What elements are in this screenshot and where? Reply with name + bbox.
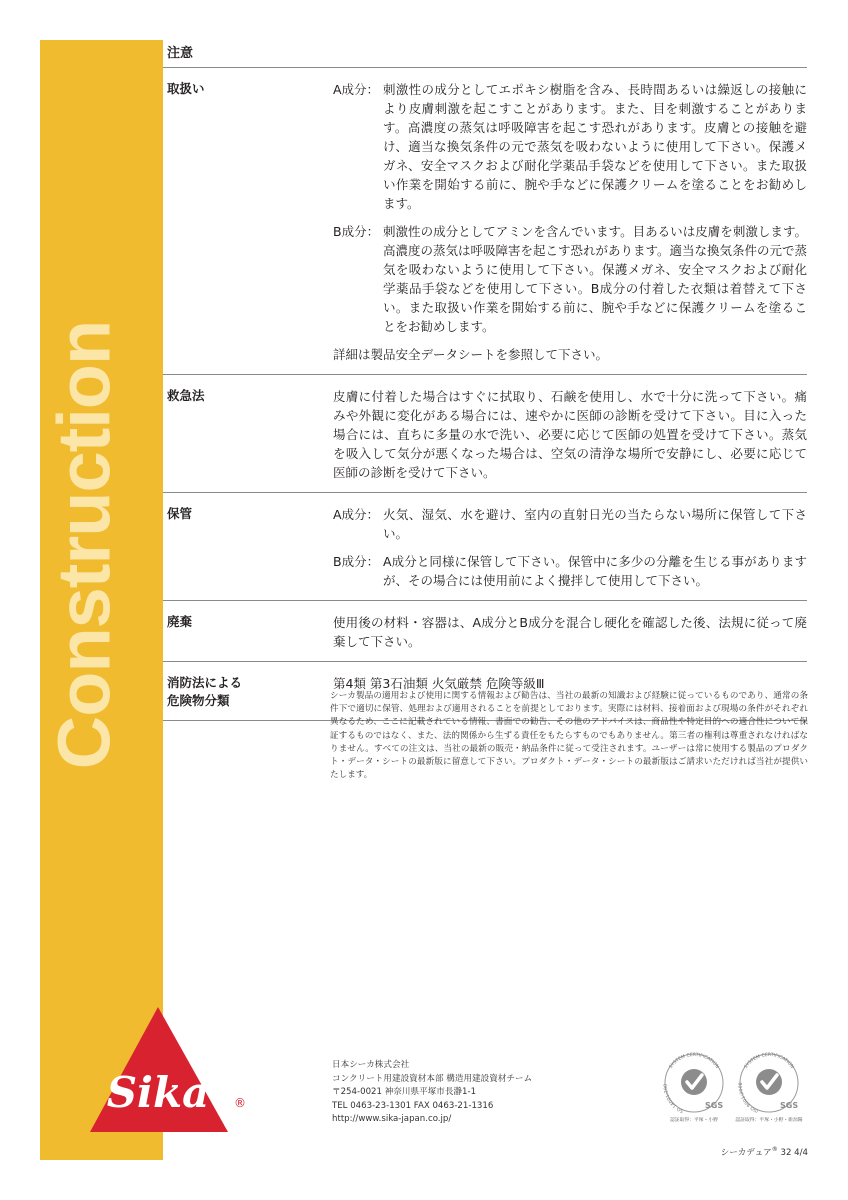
disclaimer-text: シーカ製品の適用および使用に関する情報および勧告は、当社の最新の知識および経験に従っているものであり、通常の条件下で適切に保管、処理および適用されることを前提としております。実際には材料、接着面および現場の条件がそれぞれ異なるため、ここに記載されている情報、書面での勧告、その他のアドバイスは、商品性や特定目的への適合性について保証するものではなく、また、法的関係から生ずる責任をもたらすものでもありません。第三者の権利は尊重されなければなりません。すべての注文は、当社の最新の販売・納品条件に従って受注されます。ユーザーは常に使用する製品のプロダクト・データ・シートの最新版に留意して下さい。プロダクト・データ・シートの最新版はご請求いただければ当社が提供いたします。 — [330, 691, 808, 781]
handling-item-a — [333, 80, 807, 213]
storage-body — [333, 505, 807, 590]
sika-logo-icon — [88, 1005, 248, 1135]
section-first-aid — [163, 375, 807, 493]
caution-title: 注意 — [163, 40, 807, 68]
handling-note: 詳細は製品安全データシートを参照して下さい。 — [333, 347, 609, 362]
storage-a-key: A成分： — [333, 507, 380, 522]
fire-law-text: 第4類 第3石油類 火気厳禁 危険等級Ⅲ — [333, 676, 545, 691]
storage-item-a — [333, 505, 807, 543]
cert-caption-2: 認証取得：平塚・小野・新潟陽 — [735, 1118, 803, 1123]
section-handling — [163, 68, 807, 375]
iso-9001-badge — [730, 1050, 808, 1124]
footer-reg-mark: ® — [771, 1146, 778, 1154]
section-disposal — [163, 601, 807, 662]
storage-a-text: 火気、湿気、水を避け、室内の直射日光の当たらない場所に保管して下さい。 — [383, 507, 807, 541]
handling-a-text: 刺激性の成分としてエポキシ樹脂を含み、長時間あるいは繰返しの接触により皮膚刺激を起こすことがあります。また、目を刺激することがあります。高濃度の蒸気は呼吸障害を起こす恐れがあります。皮膚との接触を避け、適当な換気条件の元で蒸気を吸わないように使用して下さい。保護メガネ、安全マスクおよび耐化学薬品手袋などを使用して下さい。また取扱い作業を開始する前に、腕や手などに保護クリームを塗ることをお勧めします。 — [383, 82, 807, 211]
sika-registered-mark: ® — [234, 1096, 246, 1110]
company-info — [332, 1059, 532, 1127]
handling-body — [333, 80, 807, 364]
svg-text:ISO 9001:2008 — [738, 1082, 759, 1114]
company-name: 日本シーカ株式会社 — [332, 1060, 410, 1070]
cert-mark-2: SGS — [780, 1101, 799, 1110]
svg-text:SYSTEM CERTIFICATION — [668, 1052, 720, 1070]
cert-arc-text-2: SYSTEM CERTIFICATION — [743, 1052, 795, 1070]
page-footer — [721, 1146, 808, 1158]
sika-logo — [88, 1005, 248, 1135]
section-storage — [163, 493, 807, 601]
cert-caption-1: 認証取得：平塚・小野 — [670, 1118, 718, 1123]
handling-b-key: B成分： — [333, 224, 380, 239]
handling-a-key: A成分： — [333, 82, 380, 97]
disposal-text: 使用後の材料・容器は、A成分とB成分を混合し硬化を確認した後、法規に従って廃棄して下さい。 — [333, 615, 807, 649]
sgs-certification-icon — [730, 1050, 808, 1116]
storage-item-b — [333, 552, 807, 590]
handling-label: 取扱い — [167, 81, 205, 96]
handling-item-b — [333, 222, 807, 336]
cert-standard-1: SO 14001:200 — [663, 1083, 685, 1114]
sgs-certification-icon — [655, 1050, 733, 1116]
sidebar-brand-bar — [40, 40, 163, 1160]
company-address: 〒254-0021 神奈川県平塚市長瀞1-1 — [332, 1087, 477, 1098]
first-aid-label: 救急法 — [167, 388, 205, 403]
storage-b-text: A成分と同様に保管して下さい。保管中に多少の分離を生じる事がありますが、その場合には使用前によく攪拌して使用して下さい。 — [383, 554, 807, 588]
sika-logo-text: Sika — [106, 1068, 210, 1117]
footer-product: シーカデュア — [720, 1148, 772, 1158]
footer-page: 32 4/4 — [780, 1148, 808, 1158]
company-dept: コンクリート用建設資材本部 構造用建設資材チーム — [332, 1073, 533, 1084]
storage-label: 保管 — [167, 506, 193, 521]
sidebar-word: Construction — [42, 320, 126, 770]
cert-arc-text-1: SYSTEM CERTIFICATION — [668, 1052, 720, 1070]
disposal-label: 廃棄 — [167, 614, 193, 629]
handling-b-text: 刺激性の成分としてアミンを含んでいます。目あるいは皮膚を刺激します。高濃度の蒸気は呼吸障害を起こす恐れがあります。適当な換気条件の元で蒸気を吸わないように使用して下さい。保護メガネ、安全マスクおよび耐化学薬品手袋などを使用して下さい。B成分の付着した衣類は着替えて下さい。また取扱い作業を開始する前に、腕や手などに保護クリームを塗ることをお勧めします。 — [383, 224, 808, 334]
fire-law-label-line-1: 消防法による — [167, 675, 243, 690]
caution-content — [163, 40, 807, 721]
company-url[interactable]: http://www.sika-japan.co.jp/ — [332, 1114, 452, 1125]
fire-law-label — [163, 674, 333, 710]
cert-mark-1: SGS — [705, 1101, 724, 1110]
first-aid-text: 皮膚に付着した場合はすぐに拭取り、石鹸を使用し、水で十分に洗って下さい。痛みや外観に変化がある場合には、速やかに医師の診断を受けて下さい。目に入った場合には、直ちに多量の水で洗い、必要に応じて医師の処置を受けて下さい。蒸気を吸入して気分が悪くなった場合は、空気の清浄な場所で安静にし、必要に応じて医師の診断を受けて下さい。 — [333, 389, 807, 480]
company-phone: TEL 0463-23-1301 FAX 0463-21-1316 — [332, 1100, 494, 1111]
fire-law-label-line-2: 危険物分類 — [167, 693, 230, 708]
storage-b-key: B成分： — [333, 554, 380, 569]
cert-standard-2: ISO 9001:2008 — [738, 1082, 760, 1113]
iso-14001-badge — [655, 1050, 733, 1124]
svg-text:SYSTEM CERTIFICATION — [743, 1052, 795, 1070]
